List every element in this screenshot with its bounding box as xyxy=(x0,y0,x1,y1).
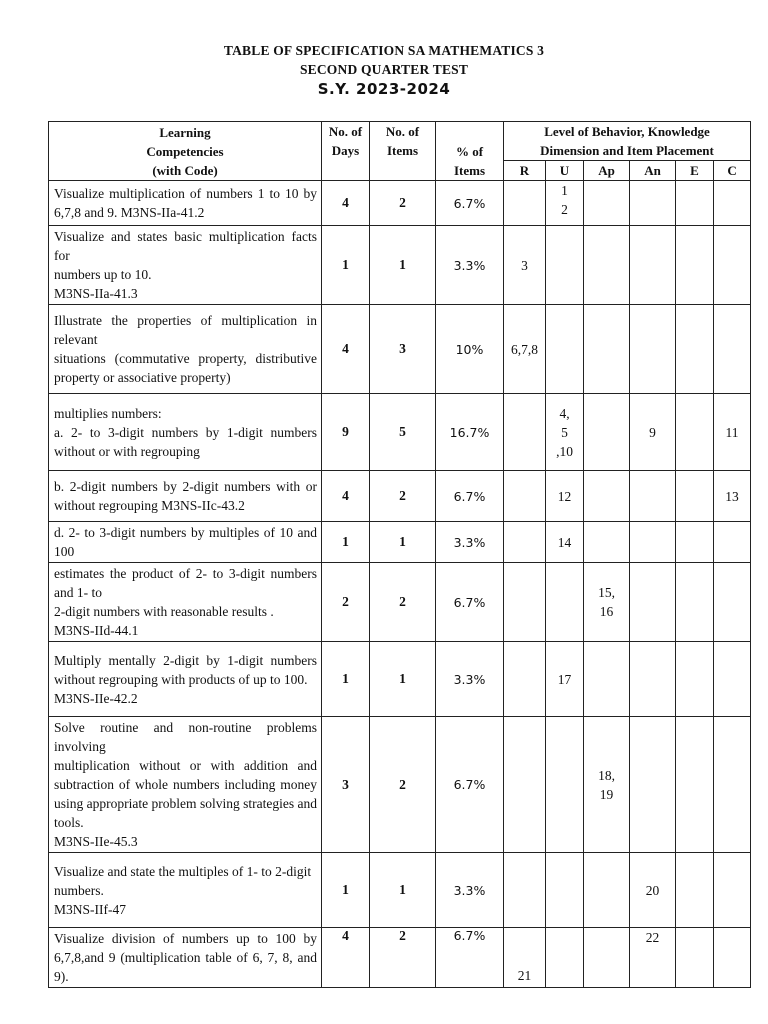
items-cell: 2 xyxy=(370,928,436,988)
placement-cell-an xyxy=(630,226,676,305)
items-cell: 1 xyxy=(370,226,436,305)
placement-cell-u xyxy=(546,305,584,394)
competency-text: Visualize and state the multiples of 1- to 2-digit xyxy=(54,863,312,879)
placement-cell-u xyxy=(546,928,584,988)
placement-cell-ap xyxy=(584,642,630,717)
competency-cell xyxy=(49,226,322,305)
item-number: 18, xyxy=(598,767,615,783)
placement-cell-ap xyxy=(584,305,630,394)
days-cell: 1 xyxy=(322,642,370,717)
placement-cell-ap xyxy=(584,394,630,471)
competency-text: Visualize and states basic multiplication facts for xyxy=(54,229,317,263)
item-number: ,10 xyxy=(556,443,573,459)
header-level: Level of Behavior, Knowledge Dimension and Item Placement xyxy=(504,122,751,161)
days-cell: 1 xyxy=(322,853,370,928)
days-cell: 3 xyxy=(322,717,370,853)
placement-cell-e xyxy=(676,226,714,305)
days-cell: 4 xyxy=(322,928,370,988)
competency-text: situations (commutative property, distributive property or associative property) xyxy=(54,351,317,385)
placement-cell-u xyxy=(546,226,584,305)
placement-cell-c xyxy=(714,305,751,394)
placement-cell-u xyxy=(546,471,584,522)
competency-text: a. 2- to 3-digit numbers by 1-digit numbers without or with regrouping xyxy=(54,424,317,459)
items-cell: 1 xyxy=(370,522,436,563)
days-cell: 4 xyxy=(322,181,370,226)
competency-text: M3NS-IIf-47 xyxy=(54,901,126,917)
placement-cell-ap xyxy=(584,522,630,563)
placement-cell-ap xyxy=(584,471,630,522)
placement-cell-r xyxy=(504,522,546,563)
competency-cell xyxy=(49,563,322,642)
placement-cell-u xyxy=(546,563,584,642)
items-cell: 1 xyxy=(370,853,436,928)
competency-text: Visualize multiplication of numbers 1 to 10 by 6,7,8 and 9. M3NS-IIa-41.2 xyxy=(54,186,317,220)
placement-cell-an xyxy=(630,305,676,394)
header-level-ap: Ap xyxy=(584,161,630,181)
placement-cell-e xyxy=(676,717,714,853)
percent-cell: 3.3% xyxy=(436,522,504,563)
days-cell: 1 xyxy=(322,522,370,563)
competency-text: M3NS-IId-44.1 xyxy=(54,623,139,638)
placement-cell-e xyxy=(676,642,714,717)
placement-cell-ap xyxy=(584,853,630,928)
placement-cell-e xyxy=(676,853,714,928)
competency-cell xyxy=(49,642,322,717)
percent-cell: 6.7% xyxy=(436,717,504,853)
header-level-r: R xyxy=(504,161,546,181)
table-row xyxy=(49,394,751,471)
item-number: 6,7,8 xyxy=(511,341,538,357)
item-number: 20 xyxy=(645,882,660,898)
competency-text: Visualize division of numbers up to 100 by 6,7,8,and 9 (multiplication table of 6, 7, 8, and 9). xyxy=(54,931,317,984)
placement-cell-r xyxy=(504,471,546,522)
placement-cell-u xyxy=(546,642,584,717)
percent-cell: 10% xyxy=(436,305,504,394)
items-cell: 2 xyxy=(370,563,436,642)
table-row xyxy=(49,471,751,522)
placement-cell-c xyxy=(714,563,751,642)
competency-text: Illustrate the properties of multiplication in relevant xyxy=(54,313,317,347)
item-number: 22 xyxy=(645,930,660,945)
placement-cell-r xyxy=(504,642,546,717)
placement-cell-e xyxy=(676,181,714,226)
table-row xyxy=(49,853,751,928)
placement-cell-e xyxy=(676,522,714,563)
item-number: 14 xyxy=(557,534,572,550)
placement-cell-r xyxy=(504,853,546,928)
item-number: 9 xyxy=(649,424,656,440)
placement-cell-an xyxy=(630,522,676,563)
placement-cell-e xyxy=(676,928,714,988)
placement-cell-u xyxy=(546,717,584,853)
placement-cell-e xyxy=(676,471,714,522)
competency-text: numbers. xyxy=(54,882,104,898)
competency-cell xyxy=(49,717,322,853)
header-level-c: C xyxy=(714,161,751,181)
items-cell: 5 xyxy=(370,394,436,471)
placement-cell-c xyxy=(714,928,751,988)
table-row xyxy=(49,522,751,563)
item-number: 15, xyxy=(598,585,615,600)
placement-cell-r xyxy=(504,563,546,642)
competency-text: estimates the product of 2- to 3-digit numbers and 1- to xyxy=(54,566,317,600)
competency-text: Multiply mentally 2-digit by 1-digit numbers without regrouping with products of up to 100. xyxy=(54,652,317,687)
header-level-e: E xyxy=(676,161,714,181)
percent-cell: 6.7% xyxy=(436,928,504,988)
percent-cell: 3.3% xyxy=(436,226,504,305)
header-percent: % of Items xyxy=(436,122,504,181)
document-subtitle: SECOND QUARTER TEST xyxy=(299,62,469,77)
placement-cell-ap xyxy=(584,717,630,853)
competency-cell xyxy=(49,471,322,522)
items-cell: 2 xyxy=(370,181,436,226)
header-items: No. of Items xyxy=(370,122,436,181)
days-cell: 1 xyxy=(322,226,370,305)
competency-cell xyxy=(49,305,322,394)
table-row xyxy=(49,563,751,642)
percent-cell: 3.3% xyxy=(436,642,504,717)
percent-cell: 6.7% xyxy=(436,471,504,522)
table-row xyxy=(49,642,751,717)
percent-cell: 6.7% xyxy=(436,563,504,642)
placement-cell-c xyxy=(714,642,751,717)
placement-cell-r xyxy=(504,394,546,471)
placement-cell-ap xyxy=(584,563,630,642)
placement-cell-e xyxy=(676,563,714,642)
placement-cell-c xyxy=(714,522,751,563)
placement-cell-r xyxy=(504,305,546,394)
item-number: 2 xyxy=(561,202,568,217)
table-row xyxy=(49,928,751,988)
header-level-an: An xyxy=(630,161,676,181)
placement-cell-e xyxy=(676,305,714,394)
placement-cell-u xyxy=(546,853,584,928)
competency-cell xyxy=(49,181,322,226)
items-cell: 2 xyxy=(370,717,436,853)
items-cell: 1 xyxy=(370,642,436,717)
placement-cell-an xyxy=(630,563,676,642)
item-number: 5 xyxy=(561,424,568,440)
competency-text: Solve routine and non-routine problems involving xyxy=(54,720,317,754)
days-cell: 4 xyxy=(322,471,370,522)
table-row xyxy=(49,226,751,305)
placement-cell-an xyxy=(630,181,676,226)
item-number: 12 xyxy=(557,488,572,504)
placement-cell-an xyxy=(630,471,676,522)
placement-cell-an xyxy=(630,642,676,717)
competency-text: 2-digit numbers with reasonable results . xyxy=(54,604,274,619)
placement-cell-u xyxy=(546,394,584,471)
placement-cell-an xyxy=(630,717,676,853)
competency-cell xyxy=(49,853,322,928)
item-number: 1 xyxy=(561,183,568,198)
specification-table xyxy=(48,121,751,988)
table-row xyxy=(49,181,751,226)
header-level-u: U xyxy=(546,161,584,181)
table-row xyxy=(49,305,751,394)
placement-cell-r xyxy=(504,181,546,226)
placement-cell-ap xyxy=(584,181,630,226)
header-competencies: Learning Competencies (with Code) xyxy=(49,122,322,181)
days-cell: 2 xyxy=(322,563,370,642)
items-cell: 2 xyxy=(370,471,436,522)
item-number: 4, xyxy=(559,405,570,421)
placement-cell-u xyxy=(546,522,584,563)
item-number: 16 xyxy=(599,604,614,619)
days-cell: 9 xyxy=(322,394,370,471)
item-number: 21 xyxy=(517,968,532,983)
days-cell: 4 xyxy=(322,305,370,394)
competency-text: M3NS-IIe-42.2 xyxy=(54,690,138,706)
item-number: 17 xyxy=(557,671,572,687)
placement-cell-r xyxy=(504,928,546,988)
placement-cell-an xyxy=(630,394,676,471)
placement-cell-c xyxy=(714,717,751,853)
placement-cell-u xyxy=(546,181,584,226)
placement-cell-r xyxy=(504,717,546,853)
items-cell: 3 xyxy=(370,305,436,394)
competency-text: multiplies numbers: xyxy=(54,405,162,421)
item-number: 13 xyxy=(725,488,739,504)
table-row xyxy=(49,717,751,853)
competency-text: d. 2- to 3-digit numbers by multiples of 10 and 100 xyxy=(54,525,317,559)
competency-text: M3NS-IIe-45.3 xyxy=(54,834,138,849)
competency-cell xyxy=(49,394,322,471)
competency-text: M3NS-IIa-41.3 xyxy=(54,286,138,301)
item-number: 11 xyxy=(725,424,739,440)
competency-cell xyxy=(49,522,322,563)
document-title: TABLE OF SPECIFICATION SA MATHEMATICS 3 xyxy=(223,43,545,58)
percent-cell: 3.3% xyxy=(436,853,504,928)
placement-cell-an xyxy=(630,853,676,928)
percent-cell: 16.7% xyxy=(436,394,504,471)
percent-cell: 6.7% xyxy=(436,181,504,226)
placement-cell-c xyxy=(714,394,751,471)
competency-text: multiplication without or with addition and subtraction of whole numbers including money using appropriate problem solving strategies and tools. xyxy=(54,758,317,830)
competency-text: numbers up to 10. xyxy=(54,267,152,282)
competency-cell xyxy=(49,928,322,988)
placement-cell-ap xyxy=(584,928,630,988)
competency-text: b. 2-digit numbers by 2-digit numbers with or without regrouping M3NS-IIc-43.2 xyxy=(54,479,317,513)
item-number: 3 xyxy=(521,257,528,273)
school-year: S.Y. 2023-2024 xyxy=(317,80,451,98)
item-number: 19 xyxy=(599,786,614,802)
placement-cell-ap xyxy=(584,226,630,305)
placement-cell-c xyxy=(714,471,751,522)
placement-cell-r xyxy=(504,226,546,305)
placement-cell-e xyxy=(676,394,714,471)
placement-cell-an xyxy=(630,928,676,988)
placement-cell-c xyxy=(714,181,751,226)
header-days: No. of Days xyxy=(322,122,370,181)
placement-cell-c xyxy=(714,853,751,928)
placement-cell-c xyxy=(714,226,751,305)
